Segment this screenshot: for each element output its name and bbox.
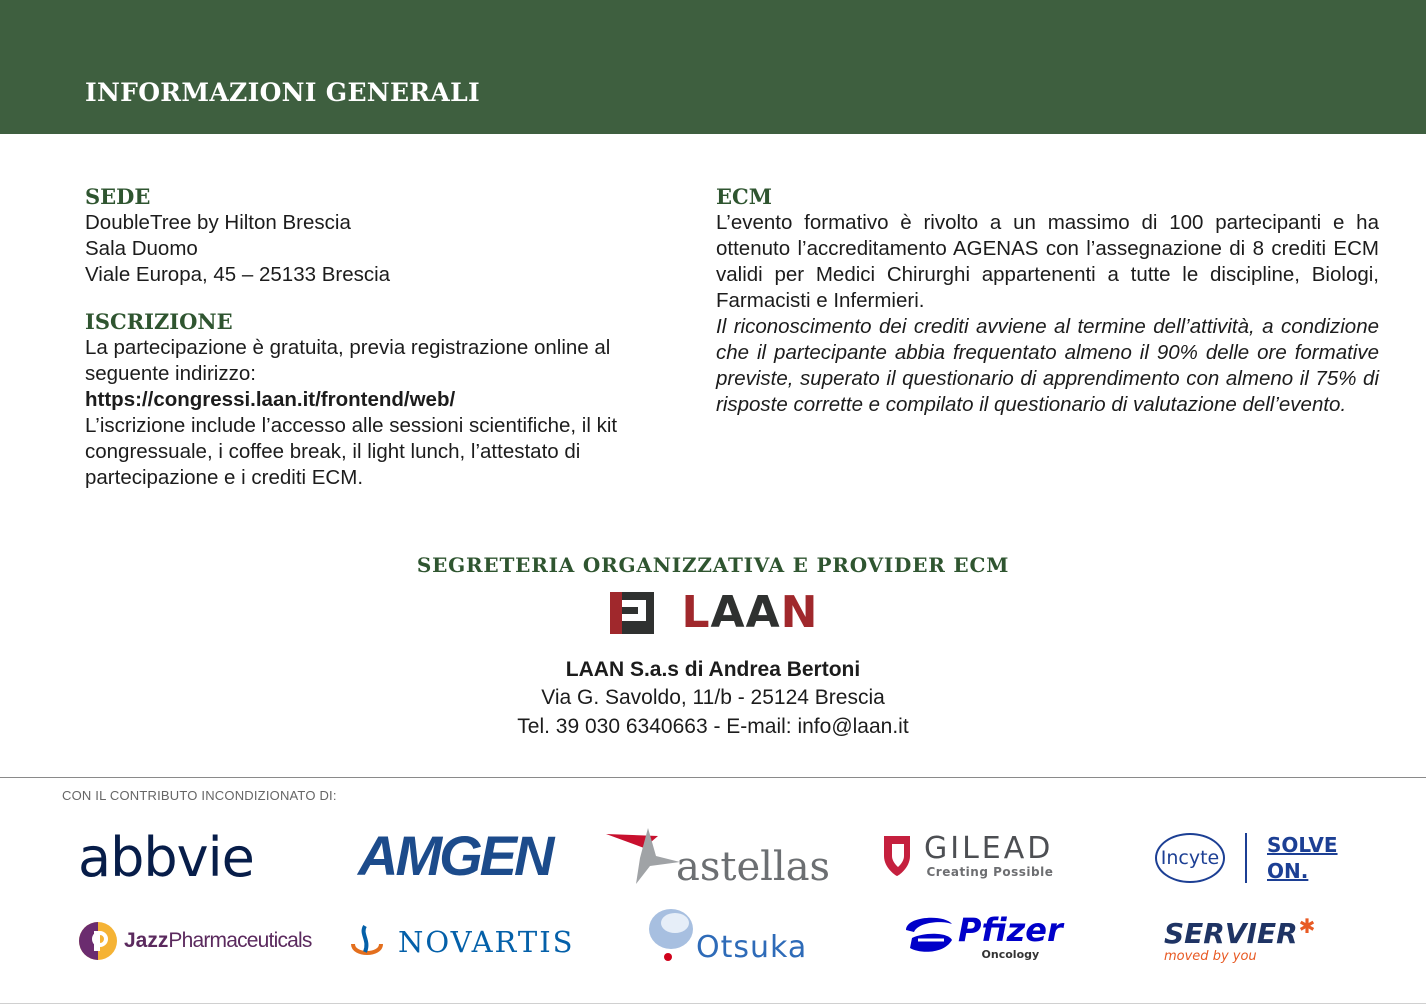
laan-logo — [0, 587, 1426, 639]
servier-star-icon: ✱ — [1298, 916, 1316, 938]
bottom-edge — [0, 1003, 1426, 1004]
abbvie-logo: abbvie — [78, 826, 254, 889]
sede-address: Viale Europa, 45 – 25133 Brescia — [85, 263, 391, 286]
company-contacts: Tel. 39 030 6340663 - E-mail: info@laan.it — [517, 715, 909, 738]
jazz-mark-icon — [78, 921, 118, 961]
pfizer-mark-icon — [904, 910, 956, 962]
pfizer-logo: Pfizer Oncology — [904, 906, 1063, 966]
sede-title: SEDE — [85, 184, 151, 209]
novartis-flame-icon — [350, 922, 384, 962]
amgen-logo: AMGEN — [358, 824, 552, 887]
header-banner — [0, 0, 1426, 134]
jazz-logo: Jazz Pharmaceuticals — [78, 920, 312, 962]
company-name: LAAN S.a.s di Andrea Bertoni — [565, 658, 861, 681]
incyte-solveon-logo: Incyte SOLVE ON. — [1155, 828, 1338, 888]
ecm-note: Il riconoscimento dei crediti avviene al termine dell’attività, a condizione che il partecipante abbia frequentato almeno il 90% delle ore formative previste, superato il questionario di apprendimento con almeno il 75% di risposte corrette e compilato il questionario di valutazione dell’evento. — [716, 315, 1379, 416]
sponsor-label: CON IL CONTRIBUTO INCONDIZIONATO DI: — [62, 788, 337, 803]
left-column — [85, 183, 645, 491]
astellas-star-icon — [606, 826, 680, 886]
otsuka-logo: Otsuka — [648, 904, 807, 968]
iscrizione-title: ISCRIZIONE — [85, 309, 233, 334]
company-address: Via G. Savoldo, 11/b - 25124 Brescia — [541, 686, 885, 709]
registration-link[interactable]: https://congressi.laan.it/frontend/web/ — [85, 388, 456, 411]
gilead-logo: GILEAD Creating Possible — [880, 828, 1053, 884]
astellas-logo: astellas — [606, 824, 830, 888]
novartis-logo: NOVARTIS — [350, 920, 575, 964]
ecm-body: L’evento formativo è rivolto a un massimo di 100 partecipanti e ha ottenuto l’accreditamento AGENAS con l’assegnazione di 8 crediti ECM validi per Medici Chirurghi appartenenti a tutte le discipline, Biologi, Farmacisti e Infermieri. — [716, 211, 1379, 312]
secretariat-title: SEGRETERIA ORGANIZZATIVA E PROVIDER ECM — [416, 553, 1010, 577]
iscrizione-intro: La partecipazione è gratuita, previa registrazione online al seguente indirizzo: — [85, 336, 611, 385]
section-divider — [0, 777, 1426, 778]
otsuka-mark-icon — [648, 907, 694, 965]
laan-mark-icon — [608, 590, 656, 636]
sede-room: Sala Duomo — [85, 237, 198, 260]
incyte-logo: Incyte — [1155, 833, 1225, 883]
page-title: INFORMAZIONI GENERALI — [85, 78, 480, 107]
servier-logo: SERVIER ✱ moved by you — [1164, 916, 1316, 964]
right-column — [716, 183, 1379, 418]
sede-venue: DoubleTree by Hilton Brescia — [85, 211, 351, 234]
iscrizione-details: L’iscrizione include l’accesso alle sessioni scientifiche, il kit congressuale, i coffee break, il light lunch, l’attestato di partecipazione e i crediti ECM. — [85, 414, 618, 489]
gilead-mark-icon — [880, 834, 914, 878]
secretariat-block — [0, 553, 1426, 741]
laan-wordmark: LAAN — [681, 587, 819, 638]
ecm-title: ECM — [716, 184, 772, 209]
